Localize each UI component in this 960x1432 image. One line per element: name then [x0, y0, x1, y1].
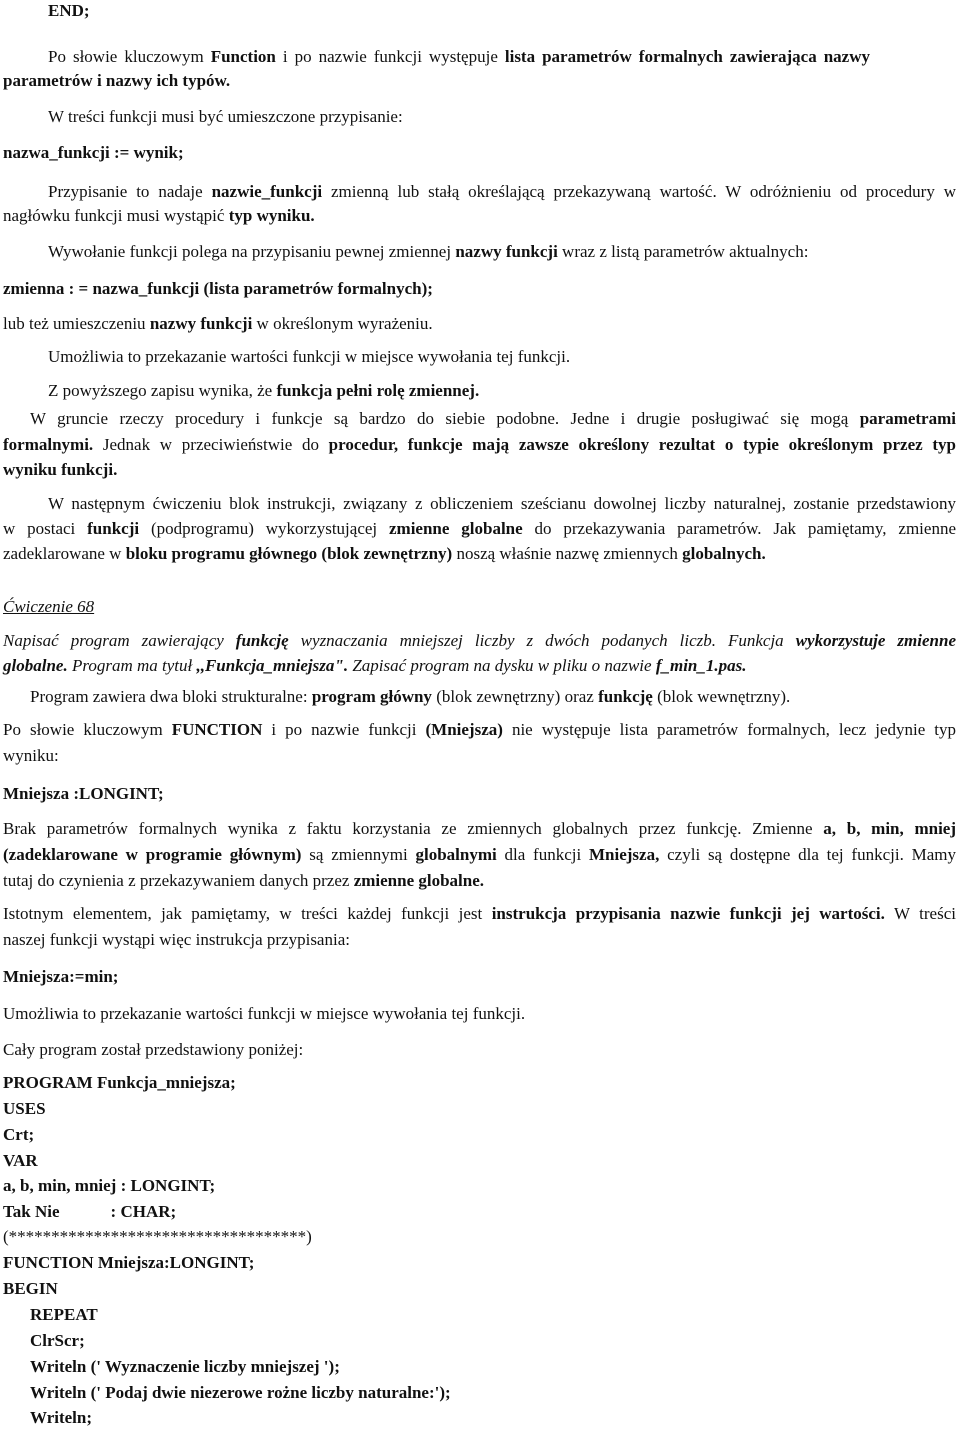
code-line: FUNCTION Mniejsza:LONGINT;	[3, 1253, 255, 1272]
paragraph-line: Wywołanie funkcji polega na przypisaniu pewnej zmiennej nazwy funkcji wraz z listą parametrów aktualnych:	[48, 242, 809, 261]
paragraph-line: Umożliwia to przekazanie wartości funkcji w miejsce wywołania tej funkcji.	[48, 347, 571, 366]
code-line: BEGIN	[3, 1279, 58, 1298]
code-line: ClrScr;	[30, 1331, 85, 1350]
code-line: PROGRAM Funkcja_mniejsza;	[3, 1073, 236, 1092]
paragraph-line: tutaj do czynienia z przekazywaniem danych przez zmienne globalne.	[3, 871, 485, 890]
exercise-heading: Ćwiczenie 68	[3, 597, 95, 616]
code-line: REPEAT	[30, 1305, 98, 1324]
paragraph-line: naszej funkcji wystąpi więc instrukcja przypisania:	[3, 930, 350, 949]
code-line: VAR	[3, 1151, 38, 1170]
paragraph-line: lub też umieszczeniu nazwy funkcji w określonym wyrażeniu.	[3, 314, 433, 333]
code-line: Mniejsza:=min;	[3, 967, 119, 986]
paragraph-line: Program zawiera dwa bloki strukturalne: program główny (blok zewnętrzny) oraz funkcję (blok wewnętrzny).	[30, 687, 791, 706]
code-line: Writeln (' Wyznaczenie liczby mniejszej ');	[30, 1357, 340, 1376]
paragraph-line: Istotnym elementem, jak pamiętamy, w treści każdej funkcji jest instrukcja przypisania nazwie funkcji jej wartości. W treści	[3, 904, 956, 923]
paragraph-line: Po słowie kluczowym Function i po nazwie funkcji występuje lista parametrów formalnych zawierająca nazwy	[48, 47, 870, 66]
code-comment-separator: (***********************************)	[3, 1227, 312, 1246]
paragraph-line: parametrów i nazwy ich typów.	[3, 71, 231, 90]
exercise-task-line: Napisać program zawierający funkcję wyznaczania mniejszej liczby z dwóch podanych liczb. Funkcja wykorzystuje zmienne	[3, 631, 956, 650]
paragraph-line: Cały program został przedstawiony poniżej:	[3, 1040, 304, 1059]
exercise-task-line: globalne. Program ma tytuł ,,Funkcja_mniejsza". Zapisać program na dysku w pliku o nazwie f_min_1.pas.	[3, 656, 747, 675]
code-end-line: END;	[48, 1, 90, 20]
paragraph-line: W gruncie rzeczy procedury i funkcje są bardzo do siebie podobne. Jedne i drugie posługiwać się mogą parametrami	[30, 409, 956, 428]
code-line: Writeln;	[30, 1408, 93, 1427]
paragraph-line: (zadeklarowane w programie głównym) są zmiennymi globalnymi dla funkcji Mniejsza, czyli są dostępne dla tej funkcji. Mamy	[3, 845, 956, 864]
code-line: zmienna : = nazwa_funkcji (lista parametrów formalnych);	[3, 279, 433, 298]
paragraph-line: w postaci funkcji (podprogramu) wykorzystującej zmienne globalne do przekazywania parametrów. Jak pamiętamy, zmienne	[3, 519, 956, 538]
paragraph-line: nagłówku funkcji musi wystąpić typ wyniku.	[3, 206, 315, 225]
paragraph-line: Umożliwia to przekazanie wartości funkcji w miejsce wywołania tej funkcji.	[3, 1004, 526, 1023]
code-line: Writeln (' Podaj dwie niezerowe rożne liczby naturalne:');	[30, 1383, 451, 1402]
code-line: Mniejsza :LONGINT;	[3, 784, 164, 803]
paragraph-line: Z powyższego zapisu wynika, że funkcja pełni rolę zmiennej.	[48, 381, 480, 400]
paragraph-line: W treści funkcji musi być umieszczone przypisanie:	[48, 107, 403, 126]
paragraph-line: Przypisanie to nadaje nazwie_funkcji zmienną lub stałą określającą przekazywaną wartość. W odróżnieniu od procedury w	[48, 182, 956, 201]
code-line: a, b, min, mniej : LONGINT;	[3, 1176, 216, 1195]
paragraph-line: W następnym ćwiczeniu blok instrukcji, związany z obliczeniem sześcianu dowolnej liczby naturalnej, zostanie przedstawiony	[48, 494, 956, 513]
paragraph-line: Brak parametrów formalnych wynika z faktu korzystania ze zmiennych globalnych przez funkcję. Zmienne a, b, min, mniej	[3, 819, 957, 838]
code-line: nazwa_funkcji := wynik;	[3, 143, 184, 162]
paragraph-line: wyniku funkcji.	[3, 460, 118, 479]
code-line: Crt;	[3, 1125, 35, 1144]
paragraph-line: formalnymi. Jednak w przeciwieństwie do procedur, funkcje mają zawsze określony rezultat o typie określonym przez typ	[3, 435, 957, 454]
paragraph-line: Po słowie kluczowym FUNCTION i po nazwie funkcji (Mniejsza) nie występuje lista parametrów formalnych, lecz jedynie typ	[3, 720, 957, 739]
code-line: USES	[3, 1099, 46, 1118]
paragraph-line: wyniku:	[3, 746, 59, 765]
paragraph-line: zadeklarowane w bloku programu głównego (blok zewnętrzny) noszą właśnie nazwę zmiennych globalnych.	[3, 544, 766, 563]
code-line: Tak Nie : CHAR;	[3, 1202, 177, 1221]
